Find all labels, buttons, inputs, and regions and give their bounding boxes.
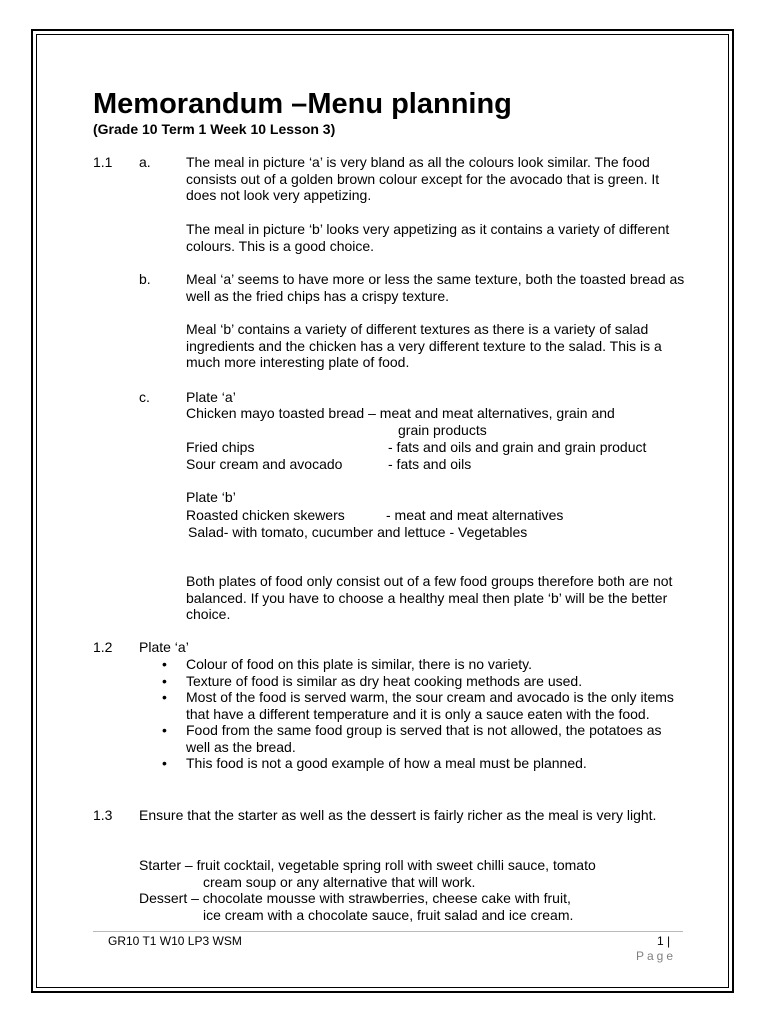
answer-b-paragraph-1: Meal ‘a’ seems to have more or less the same texture, both the toasted bread as well as the fried chips has a crispy texture. (186, 271, 685, 304)
conclusion-paragraph: Both plates of food only consist out of a few food groups therefore both are not balanced. If you have to choose a healthy meal then plate ‘b’ will be the better choice. (186, 573, 673, 622)
plate-a-item-3-name: Sour cream and avocado (186, 456, 343, 472)
list-item: • Food from the same food group is served that is not allowed, the potatoes as well as the bread. (162, 722, 662, 755)
answer-a-paragraph-2: The meal in picture ‘b’ looks very appetizing as it contains a variety of different colours. This is a good choice. (186, 221, 670, 254)
bullet-icon: • (162, 656, 167, 672)
question-number-1-2: 1.2 (93, 639, 113, 655)
plate-b-heading: Plate ‘b’ (186, 489, 236, 505)
plate-a-item-1: Chicken mayo toasted bread – meat and meat alternatives, grain and (186, 405, 615, 421)
plate-a-item-2-name: Fried chips (186, 439, 255, 455)
bullet-icon: • (162, 689, 167, 705)
dessert-line-1: Dessert – chocolate mousse with strawberries, cheese cake with fruit, (139, 890, 571, 906)
question-number-1-1: 1.1 (93, 154, 113, 170)
item-label-a: a. (139, 154, 151, 170)
footer-page-label: Page (636, 949, 677, 963)
evaluation-bullet-list (162, 656, 682, 772)
footer-page-number: 1 | (657, 934, 671, 948)
footer-divider (93, 931, 683, 932)
answer-b-paragraph-2: Meal ‘b’ contains a variety of different textures as there is a variety of salad ingredients and the chicken has a very different texture to the salad. This is a much more interesting plate of food. (186, 321, 662, 370)
bullet-icon: • (162, 672, 167, 689)
plate-a-heading: Plate ‘a’ (186, 389, 236, 405)
list-item: • This food is not a good example of how a meal must be planned. (162, 755, 587, 771)
item-label-c: c. (139, 389, 150, 405)
footer-document-code: GR10 T1 W10 LP3 WSM (108, 934, 242, 948)
plate-b-item-2: Salad- with tomato, cucumber and lettuce - Vegetables (188, 524, 528, 540)
plate-b-item-1-group: - meat and meat alternatives (386, 507, 564, 523)
plate-b-item-1-name: Roasted chicken skewers (186, 507, 345, 523)
item-label-b: b. (139, 271, 151, 287)
document-title: Memorandum –Menu planning (93, 88, 512, 120)
plate-a-item-3-group: - fats and oils (388, 456, 472, 472)
bullet-icon: • (162, 755, 167, 771)
plate-a-item-1-continued: grain products (398, 422, 487, 438)
document-subtitle: (Grade 10 Term 1 Week 10 Lesson 3) (93, 121, 336, 137)
starter-line-1: Starter – fruit cocktail, vegetable spring roll with sweet chilli sauce, tomato (139, 857, 596, 873)
answer-a-paragraph-1: The meal in picture ‘a’ is very bland as all the colours look similar. The food consists out of a golden brown colour except for the avocado that is green. It does not look very appetizing. (186, 154, 660, 203)
list-item: • Colour of food on this plate is similar, there is no variety. (162, 656, 533, 672)
starter-line-2: cream soup or any alternative that will work. (203, 874, 476, 890)
plate-a-item-2-group: - fats and oils and grain and grain product (388, 439, 647, 455)
list-item: • Most of the food is served warm, the sour cream and avocado is the only items that have a different temperature and it is only a sauce eaten with the food. (162, 689, 674, 722)
question-1-3-text: Ensure that the starter as well as the dessert is fairly richer as the meal is very light. (139, 807, 657, 823)
plate-a-evaluation-heading: Plate ‘a’ (139, 639, 189, 655)
list-item: • Texture of food is similar as dry heat cooking methods are used. (162, 672, 583, 689)
bullet-icon: • (162, 722, 167, 738)
dessert-line-2: ice cream with a chocolate sauce, fruit salad and ice cream. (203, 907, 574, 923)
question-number-1-3: 1.3 (93, 807, 113, 823)
